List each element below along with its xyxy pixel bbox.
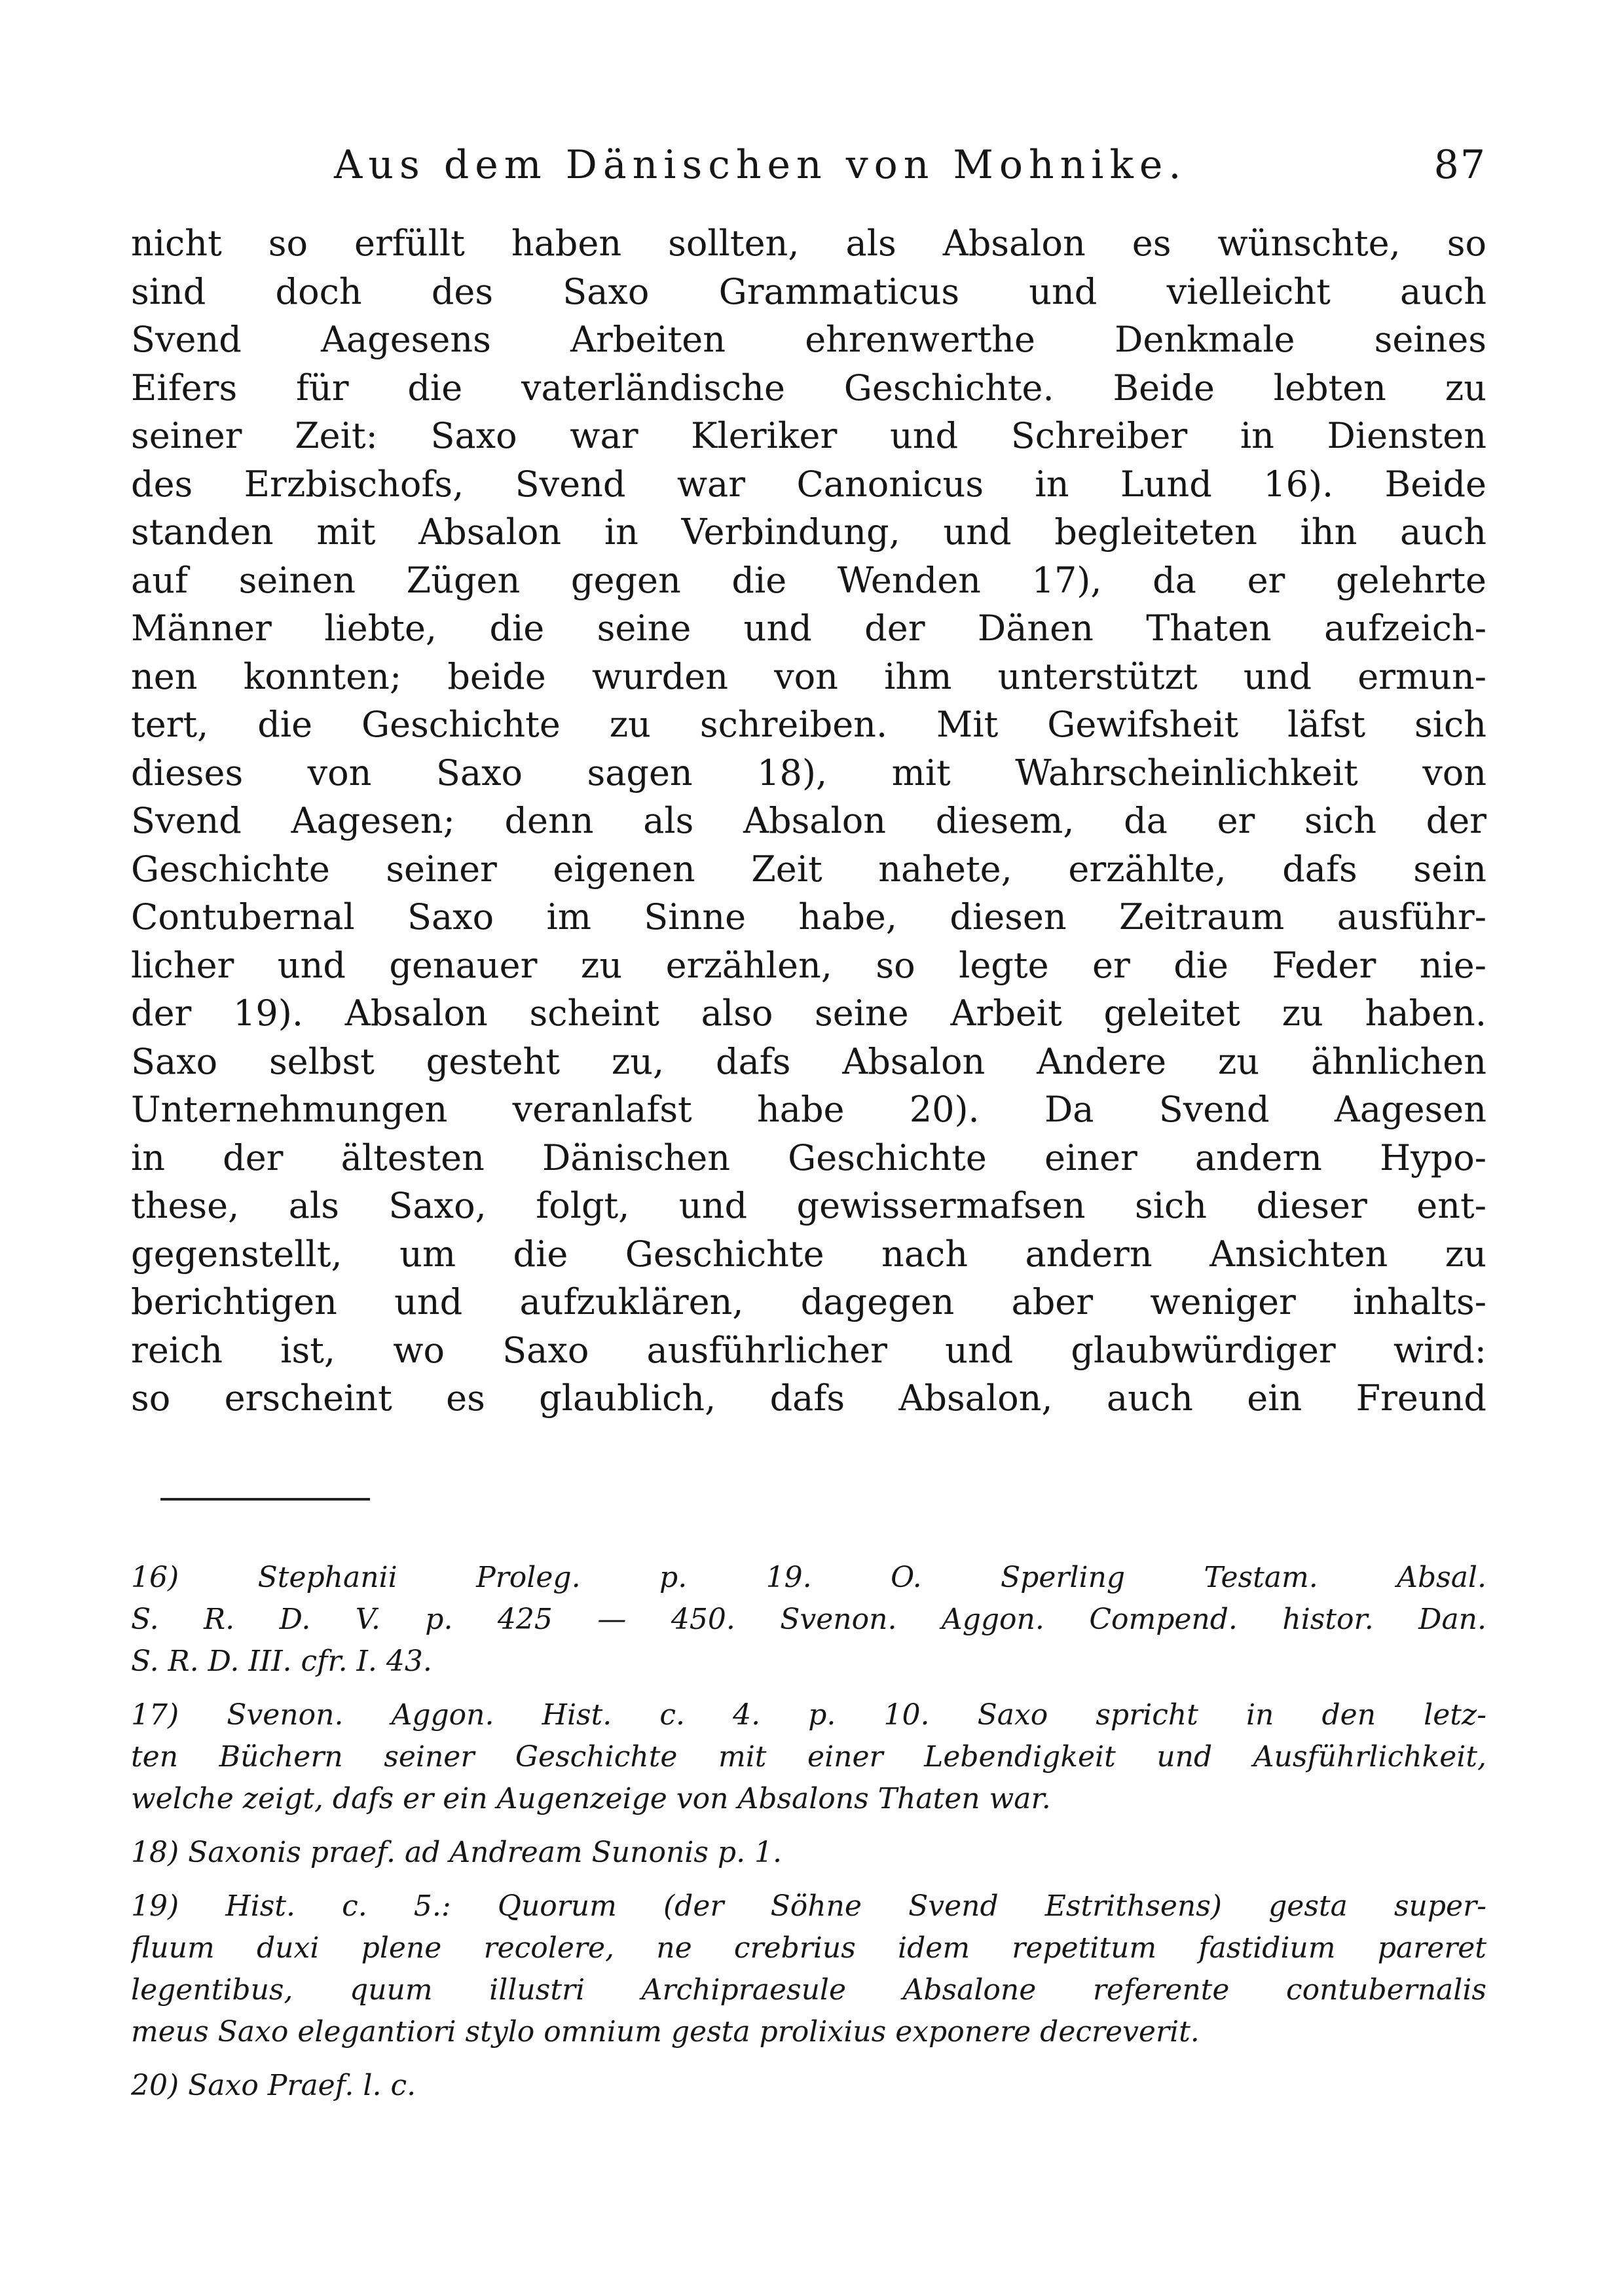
footnote-line: legentibus, quum illustri Archipraesule Absalone referente contubernalis — [131, 1973, 1486, 2007]
footnote-rule — [160, 1498, 370, 1501]
running-head: Aus dem Dänischen von Mohnike. — [334, 142, 1187, 188]
footnote-line: S. R. D. V. p. 425 — 450. Svenon. Aggon. Compend. histor. Dan. — [131, 1603, 1486, 1636]
body-line: Geschichte seiner eigenen Zeit nahete, erzählte, dafs sein — [131, 848, 1486, 890]
footnote-line: 17) Svenon. Aggon. Hist. c. 4. p. 10. Saxo spricht in den letz- — [131, 1698, 1486, 1732]
body-line: Unternehmungen veranlafst habe 20). Da Svend Aagesen — [131, 1089, 1486, 1130]
footnote-line: ten Büchern seiner Geschichte mit einer Lebendigkeit und Ausführlichkeit, — [131, 1740, 1486, 1774]
body-line: licher und genauer zu erzählen, so legte er die Feder nie- — [131, 944, 1486, 986]
footnote-line: 18) Saxonis praef. ad Andream Sunonis p. 1. — [131, 1836, 783, 1869]
body-line: Männer liebte, die seine und der Dänen Thaten aufzeich- — [131, 608, 1486, 649]
page-number: 87 — [1433, 142, 1486, 188]
footnote-line: 20) Saxo Praef. l. c. — [131, 2069, 416, 2102]
footnote-line: meus Saxo elegantiori stylo omnium gesta prolixius exponere decreverit. — [131, 2015, 1200, 2049]
body-text — [131, 219, 1486, 1423]
body-line: berichtigen und aufzuklären, dagegen aber weniger inhalts- — [131, 1281, 1486, 1322]
body-line: seiner Zeit: Saxo war Kleriker und Schreiber in Diensten — [131, 415, 1486, 456]
body-line: des Erzbischofs, Svend war Canonicus in Lund 16). Beide — [131, 463, 1486, 505]
page-header — [131, 139, 1486, 198]
body-line: in der ältesten Dänischen Geschichte einer andern Hypo- — [131, 1137, 1486, 1178]
body-line: these, als Saxo, folgt, und gewissermafsen sich dieser ent- — [131, 1185, 1486, 1226]
footnote-line: S. R. D. III. cfr. I. 43. — [131, 1645, 432, 1678]
body-line: nen konnten; beide wurden von ihm unterstützt und ermun- — [131, 655, 1486, 697]
body-line: auf seinen Zügen gegen die Wenden 17), da er gelehrte — [131, 559, 1486, 601]
body-line: tert, die Geschichte zu schreiben. Mit Gewifsheit läfst sich — [131, 704, 1486, 745]
body-line: dieses von Saxo sagen 18), mit Wahrscheinlichkeit von — [131, 752, 1486, 793]
body-line: Svend Aagesens Arbeiten ehrenwerthe Denkmale seines — [131, 319, 1486, 360]
body-line: reich ist, wo Saxo ausführlicher und glaubwürdiger wird: — [131, 1329, 1486, 1371]
body-line: Saxo selbst gesteht zu, dafs Absalon Andere zu ähnlichen — [131, 1040, 1486, 1082]
body-line: Eifers für die vaterländische Geschichte. Beide lebten zu — [131, 367, 1486, 409]
body-line: Contubernal Saxo im Sinne habe, diesen Zeitraum ausführ- — [131, 896, 1486, 938]
footnote-line: 16) Stephanii Proleg. p. 19. O. Sperling Testam. Absal. — [131, 1561, 1486, 1594]
footnote-line: welche zeigt, dafs er ein Augenzeige von Absalons Thaten war. — [131, 1782, 1051, 1815]
body-line: standen mit Absalon in Verbindung, und begleiteten ihn auch — [131, 511, 1486, 553]
footnotes — [131, 1557, 1486, 2107]
footnote-line: fluum duxi plene recolere, ne crebrius idem repetitum fastidium pareret — [131, 1931, 1486, 1965]
body-line: gegenstellt, um die Geschichte nach andern Ansichten zu — [131, 1233, 1486, 1275]
body-line: sind doch des Saxo Grammaticus und vielleicht auch — [131, 270, 1486, 312]
body-line: so erscheint es glaublich, dafs Absalon, auch ein Freund — [131, 1377, 1486, 1419]
body-line: Svend Aagesen; denn als Absalon diesem, da er sich der — [131, 800, 1486, 841]
footnote-line: 19) Hist. c. 5.: Quorum (der Söhne Svend Estrithsens) gesta super- — [131, 1889, 1486, 1923]
body-line: nicht so erfüllt haben sollten, als Absalon es wünschte, so — [131, 223, 1486, 264]
body-line: der 19). Absalon scheint also seine Arbeit geleitet zu haben. — [131, 993, 1486, 1034]
